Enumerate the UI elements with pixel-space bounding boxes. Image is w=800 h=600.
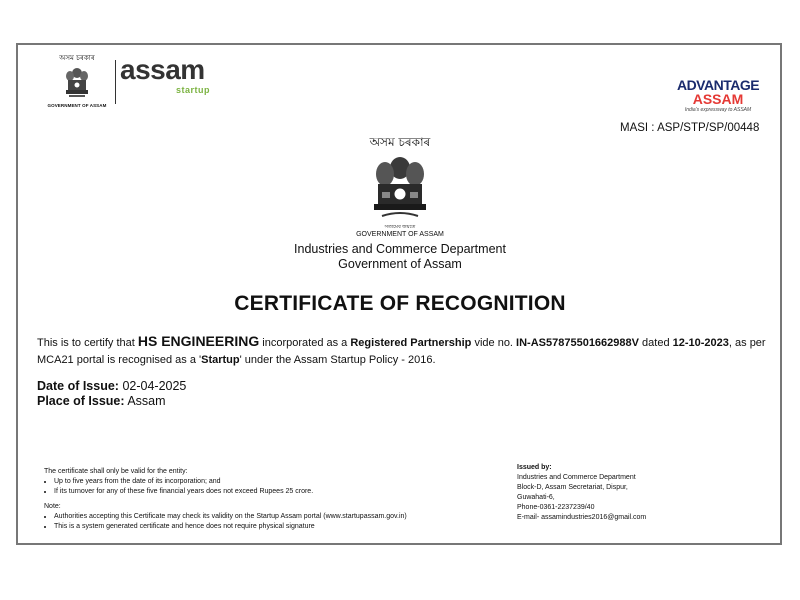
assam-startup-logo: [120, 56, 205, 84]
national-emblem-icon: [64, 66, 90, 102]
issuer-line: Guwahati-6,: [517, 494, 555, 501]
advantage-assam-logo: [668, 78, 768, 113]
validity-intro: The certificate shall only be valid for the entity:: [44, 468, 188, 475]
list-item: • Up to five years from the date of its incorporation; and: [54, 477, 484, 487]
list-item: • This is a system generated certificate and hence does not require physical signature: [54, 522, 484, 532]
body-text-1: This is to certify that: [37, 337, 138, 349]
emblem-motto: সত্যমেব জয়তে: [384, 224, 416, 230]
advantage-word: ADVANTAGE: [676, 77, 760, 93]
certificate-title: CERTIFICATE OF RECOGNITION: [234, 292, 566, 315]
validity-list: [44, 477, 484, 497]
assam-startup-wordmark: assam: [120, 54, 205, 85]
startup-subtext: startup: [176, 85, 211, 95]
government-name: Government of Assam: [338, 257, 462, 271]
body-text-4: dated: [638, 337, 673, 349]
center-national-emblem-icon: [370, 154, 430, 224]
validity-notes: [44, 467, 484, 532]
body-text-2: incorporated as a: [259, 337, 351, 349]
department-block: [250, 242, 550, 272]
issuer-line: Phone-0361-2237239/40: [517, 504, 595, 511]
date-of-issue-label: Date of Issue:: [37, 379, 119, 393]
gov-bengali-text: অসম চৰকাৰ: [59, 54, 95, 62]
assam-word: ASSAM: [692, 91, 744, 107]
entity-type: Registered Partnership: [350, 337, 472, 349]
registration-number: IN-AS57875501662988V: [516, 337, 639, 349]
place-of-issue-value: Assam: [124, 394, 166, 408]
body-text-5: , as per MCA21 portal is recognised as a ': [37, 337, 766, 366]
date-of-issue-row: [37, 379, 186, 394]
list-item: • Authorities accepting this Certificate may check its validity on the Startup Assam portal (www.startupassam.gov.in): [54, 512, 484, 522]
note-label: Note:: [44, 503, 61, 510]
startup-category: Startup: [201, 354, 240, 366]
registration-date: 12-10-2023: [672, 337, 729, 349]
body-text-3: vide no.: [471, 337, 517, 349]
place-of-issue-row: [37, 394, 186, 409]
advantage-tagline: India's expressway to ASSAM: [684, 107, 752, 113]
body-text-6: ' under the Assam Startup Policy - 2016.: [239, 354, 436, 366]
date-of-issue-value: 02-04-2025: [118, 379, 187, 393]
department-name: Industries and Commerce Department: [294, 242, 506, 256]
issued-by-label: Issued by:: [517, 464, 552, 471]
note-list: [44, 512, 484, 532]
issuer-line: Industries and Commerce Department: [517, 474, 636, 481]
certificate-body: [37, 333, 767, 369]
emblem-caption: GOVERNMENT OF ASSAM: [356, 231, 444, 238]
issuer-line: Block-D, Assam Secretariat, Dispur,: [517, 484, 628, 491]
issue-details: [37, 379, 186, 409]
issued-by-block: [517, 463, 767, 523]
masi-number: MASI : ASP/STP/SP/00448: [620, 122, 760, 134]
logo-divider: [115, 60, 116, 104]
company-name: HS ENGINEERING: [137, 333, 260, 349]
list-item: • If its turnover for any of these five financial years does not exceed Rupees 25 crore.: [54, 487, 484, 497]
center-bengali-text: অসম চৰকাৰ: [369, 135, 431, 149]
place-of-issue-label: Place of Issue:: [37, 394, 125, 408]
issuer-email: E-mail- assamindustries2016@gmail.com: [517, 514, 647, 521]
gov-caption: GOVERNMENT OF ASSAM: [47, 103, 107, 108]
gov-assam-logo: [47, 52, 107, 108]
